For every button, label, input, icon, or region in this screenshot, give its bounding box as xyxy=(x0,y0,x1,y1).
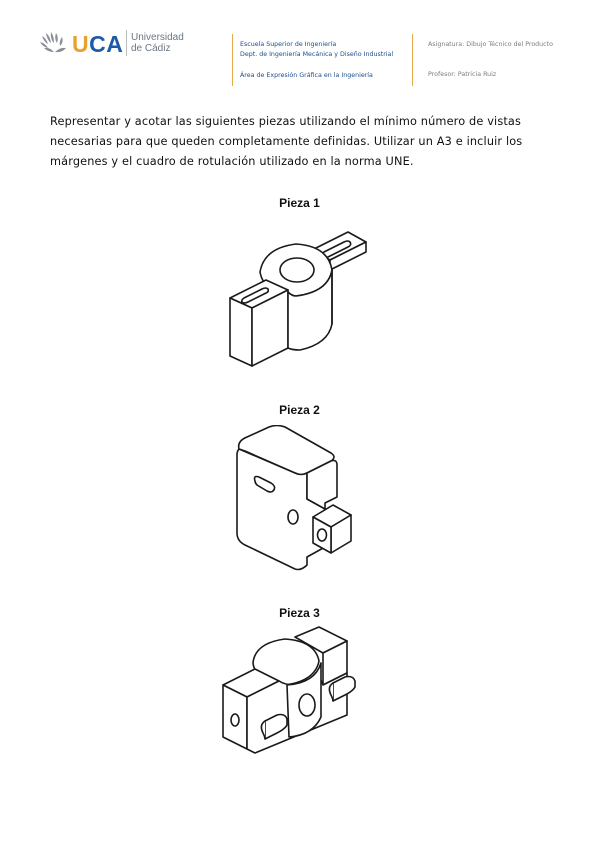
piece-3-drawing xyxy=(215,625,375,770)
logo-brand xyxy=(72,31,123,57)
logo-line-1: Universidad xyxy=(131,32,184,43)
piece-1-drawing xyxy=(220,220,380,370)
piece-1-title: Pieza 1 xyxy=(279,196,320,210)
piece-2-title: Pieza 2 xyxy=(279,403,320,417)
logo-university-name xyxy=(131,32,184,54)
professor-label: Profesor: Patricia Ruiz xyxy=(428,71,497,78)
department-name: Dept. de Ingeniería Mecánica y Diseño Industrial xyxy=(240,51,394,58)
logo-line-2: de Cádiz xyxy=(131,43,171,54)
school-name: Escuela Superior de Ingeniería xyxy=(240,41,337,48)
logo-wordmark xyxy=(72,31,123,58)
logo-letter-u: U xyxy=(72,31,90,57)
piece-3-title: Pieza 3 xyxy=(279,606,320,620)
instructions-paragraph: Representar y acotar las siguientes piezas utilizando el mínimo número de vistas necesarias para que queden completamente definidas. Utilizar un A3 e incluir los márgenes y el cuadro de rotulación utilizado en la norma UNE. xyxy=(50,115,523,168)
logo-divider xyxy=(126,30,127,56)
header-divider-left xyxy=(232,34,233,86)
area-name: Área de Expresión Gráfica en la Ingeniería xyxy=(240,72,373,79)
header-divider-right xyxy=(412,34,413,86)
laurel-icon xyxy=(38,30,70,56)
document-header xyxy=(0,0,599,100)
uca-logo xyxy=(38,30,228,62)
piece-2-drawing xyxy=(225,425,365,580)
logo-letters-ca: CA xyxy=(89,31,124,57)
subject-label: Asignatura: Dibujo Técnico del Producto xyxy=(428,41,553,48)
